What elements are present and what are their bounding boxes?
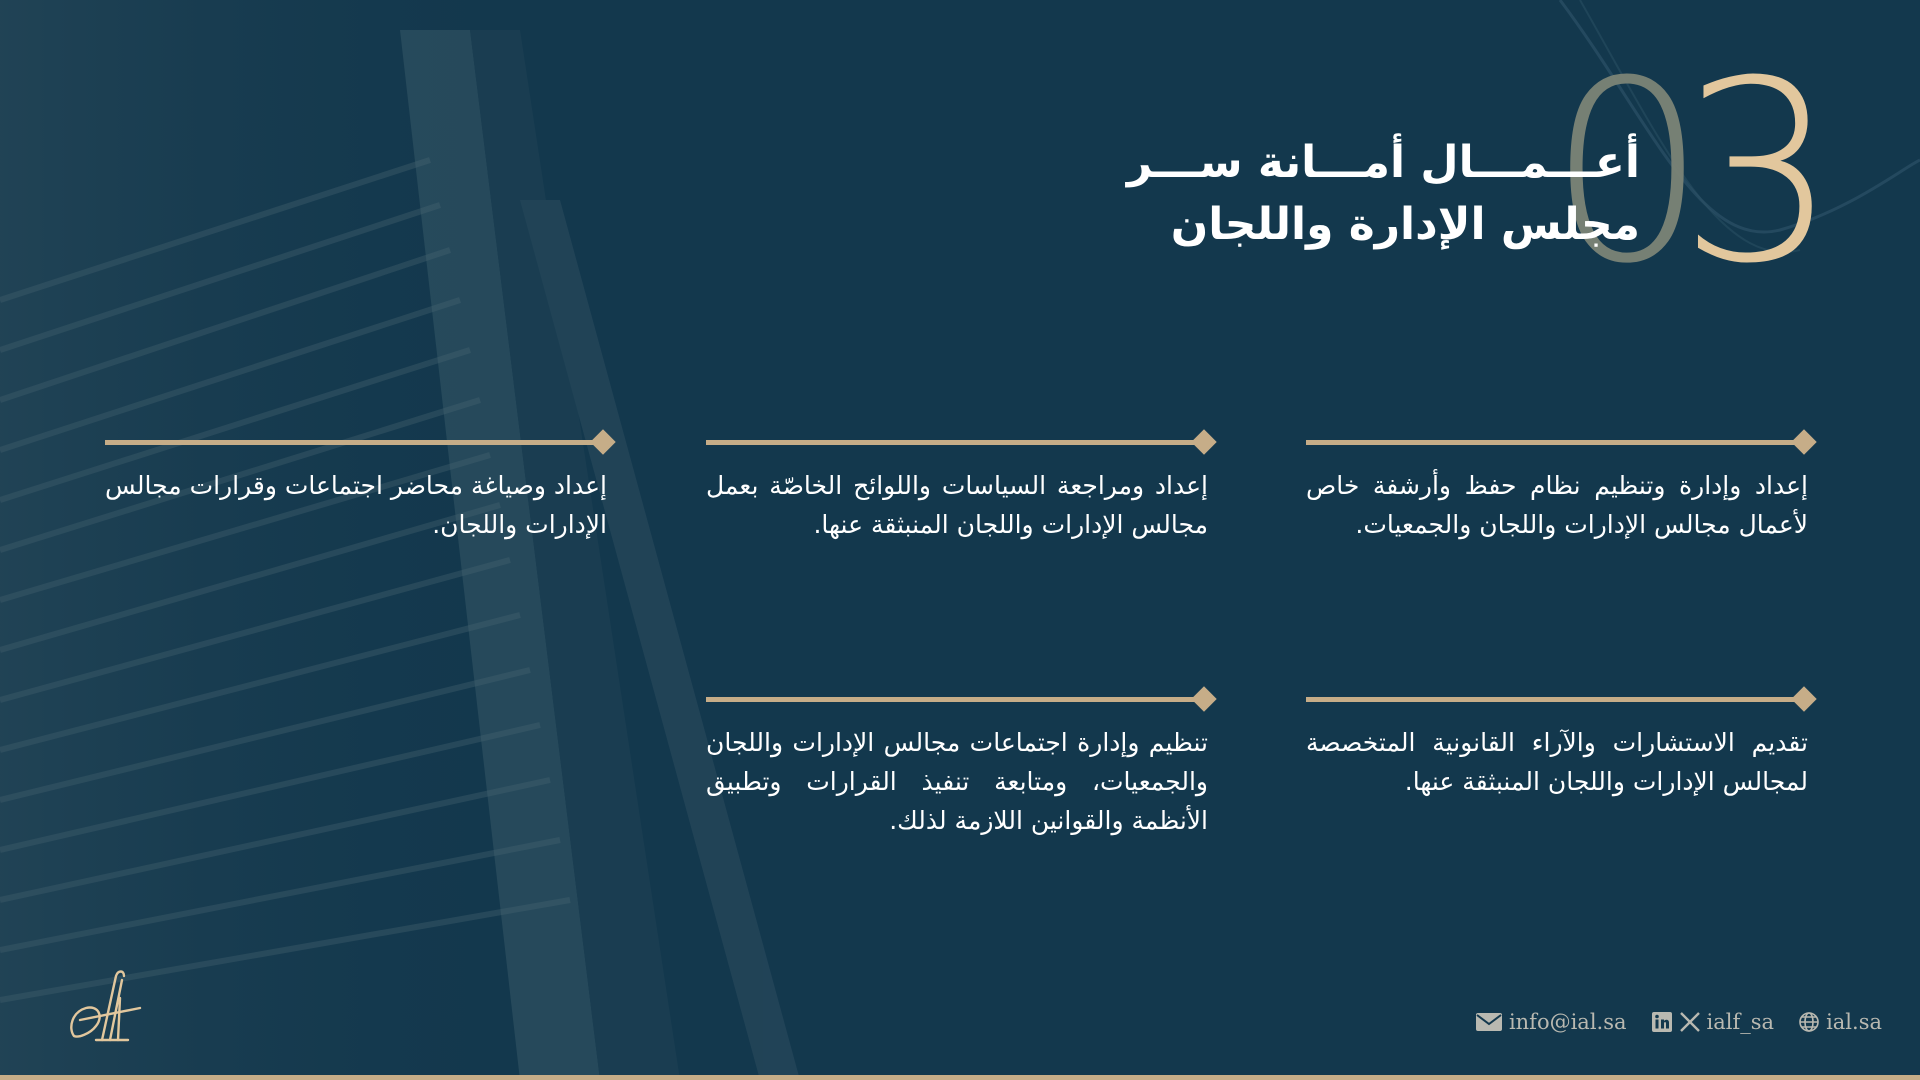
- section-number-digit-2: 3: [1678, 27, 1810, 318]
- mail-icon: [1475, 1012, 1503, 1032]
- social-handle[interactable]: ialf_sa: [1706, 1010, 1775, 1034]
- footer-social[interactable]: [1651, 1010, 1775, 1034]
- email-link[interactable]: info@ial.sa: [1508, 1010, 1627, 1034]
- section-title: [1127, 132, 1640, 256]
- brand-logo-icon: [66, 968, 148, 1048]
- website-link[interactable]: ial.sa: [1826, 1010, 1882, 1034]
- footer-email[interactable]: [1475, 1010, 1627, 1034]
- card-divider-line: [1306, 440, 1802, 445]
- footer-website[interactable]: [1798, 1010, 1882, 1034]
- service-text: إعداد وإدارة وتنظيم نظام حفظ وأرشفة خاص لأعمال مجالس الإدارات واللجان والجمعيات.: [1306, 471, 1808, 539]
- card-divider-line: [706, 440, 1202, 445]
- x-icon[interactable]: [1679, 1011, 1701, 1033]
- service-text: تنظيم وإدارة اجتماعات مجالس الإدارات واللجان والجمعيات، ومتابعة تنفيذ القرارات وتطبيق الأنظمة والقوانين اللازمة لذلك.: [706, 728, 1208, 835]
- card-divider-line: [706, 697, 1202, 702]
- title-line-2: مجلس الإدارة واللجان: [1170, 199, 1640, 250]
- service-text: إعداد ومراجعة السياسات واللوائح الخاصّة بعمل مجالس الإدارات واللجان المنبثقة عنها.: [706, 471, 1208, 539]
- footer-contact: [1475, 1006, 1882, 1038]
- service-text: تقديم الاستشارات والآراء القانونية المتخصصة لمجالس الإدارات واللجان المنبثقة عنها.: [1306, 728, 1808, 796]
- title-line-1: أعـــمـــال أمـــانة ســـر: [1126, 137, 1640, 188]
- section-number-digit-1: 0: [1547, 27, 1679, 318]
- card-divider-line: [105, 440, 601, 445]
- linkedin-icon[interactable]: [1651, 1011, 1673, 1033]
- service-text: إعداد وصياغة محاضر اجتماعات وقرارات مجالس الإدارات واللجان.: [105, 471, 607, 539]
- card-divider-line: [1306, 697, 1802, 702]
- bottom-accent-bar: [0, 1075, 1920, 1080]
- globe-icon: [1798, 1011, 1820, 1033]
